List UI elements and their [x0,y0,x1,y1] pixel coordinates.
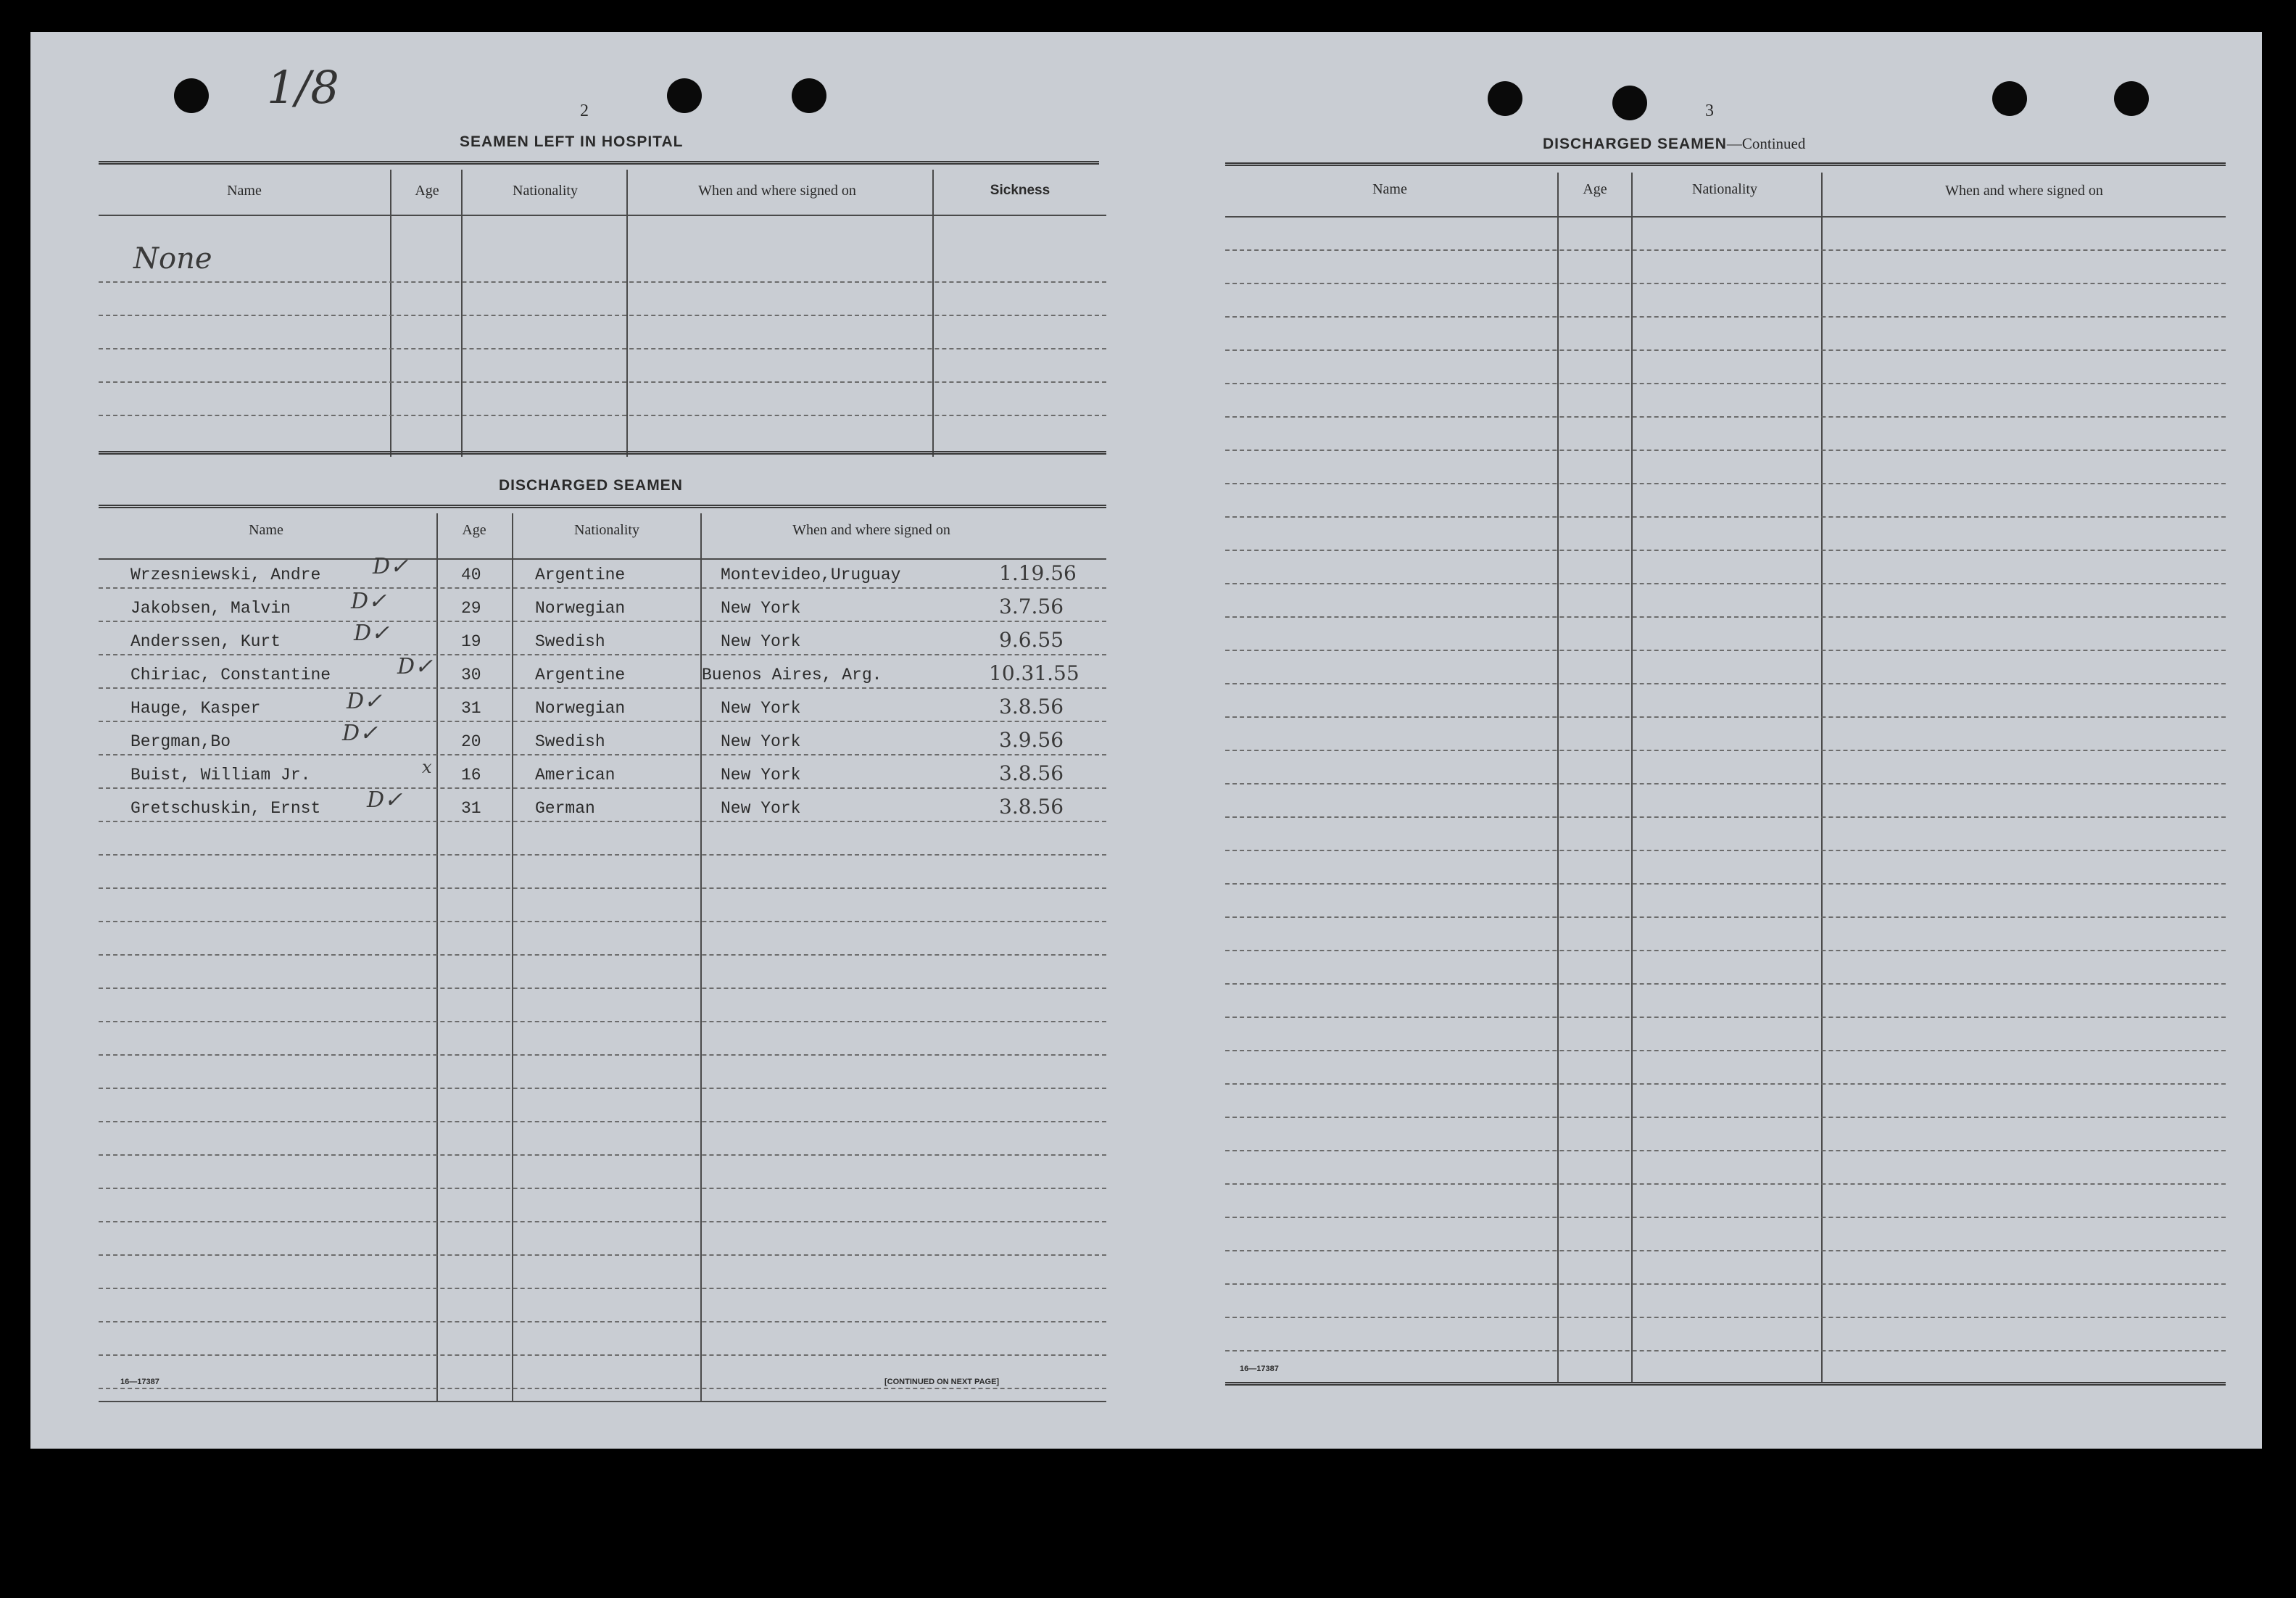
row-line [99,821,1106,822]
discharged-col-nationality: Nationality [574,522,639,538]
hospital-col-name: Name [227,183,262,199]
row-line [1225,783,2226,784]
discharged-col-divider [512,513,513,1402]
seaman-name: Anderssen, Kurt [130,632,281,651]
row-line [1225,1150,2226,1151]
seaman-age: 16 [461,766,481,784]
discharge-mark: D✓ [373,554,409,579]
page-number: 2 [580,102,589,120]
discharge-mark: D✓ [351,589,387,614]
discharged-section-title: DISCHARGED SEAMEN [499,477,683,494]
row-line [99,854,1106,856]
signed-on-place: New York [721,799,801,818]
hospital-row-line [99,348,1106,349]
punch-hole [2114,81,2149,116]
row-line [99,1021,1106,1022]
hospital-table-bottom-rule [99,451,1106,456]
row-line [1225,1117,2226,1118]
punch-hole [1992,81,2027,116]
hospital-col-divider [390,170,391,457]
signed-on-date: 9.6.55 [999,628,1064,652]
right-header-rule [1225,216,2226,218]
row-line [1225,1083,2226,1085]
row-line [1225,416,2226,418]
signed-on-place: New York [721,599,801,618]
discharged-col-divider [700,513,702,1402]
row-line [1225,883,2226,885]
seaman-name: Bergman,Bo [130,732,231,751]
row-line [1225,550,2226,551]
right-table-bottom-rule [1225,1382,2226,1387]
hospital-row-line [99,281,1106,283]
row-line [99,954,1106,956]
hospital-row-line [99,381,1106,383]
row-line [99,687,1106,689]
row-line [99,1288,1106,1289]
seaman-age: 19 [461,632,481,651]
right-col-signed-on: When and where signed on [1945,183,2103,199]
page-number: 3 [1705,102,1714,120]
right-col-nationality: Nationality [1692,181,1757,197]
seaman-age: 40 [461,566,481,584]
row-line [1225,1183,2226,1185]
form-number: 16—17387 [1240,1365,1279,1373]
seaman-name: Gretschuskin, Ernst [130,799,321,818]
hospital-section-title: SEAMEN LEFT IN HOSPITAL [460,133,684,150]
row-line [99,1154,1106,1156]
signed-on-date: 3.8.56 [999,695,1064,719]
row-line [99,654,1106,655]
seaman-nationality: German [535,799,595,818]
signed-on-date: 10.31.55 [989,661,1079,685]
seaman-nationality: Norwegian [535,599,626,618]
row-line [1225,816,2226,818]
discharged-col-signed-on: When and where signed on [792,522,950,538]
hospital-header-rule [99,215,1106,216]
seaman-nationality: Swedish [535,732,605,751]
row-line [1225,283,2226,284]
row-line [1225,650,2226,651]
hospital-row-line [99,415,1106,416]
discharge-mark: D✓ [342,721,378,746]
seaman-age: 20 [461,732,481,751]
hospital-col-sickness: Sickness [990,183,1050,198]
row-line [1225,850,2226,851]
seaman-age: 31 [461,799,481,818]
discharged-continued-title [1543,135,1805,153]
row-line [1225,1050,2226,1051]
row-line [1225,950,2226,951]
signed-on-place: Buenos Aires, Arg. [702,666,882,684]
hospital-col-divider [461,170,463,457]
discharge-mark: D✓ [347,689,383,714]
row-line [1225,1217,2226,1218]
seaman-name: Wrzesniewski, Andre [130,566,321,584]
signed-on-date: 3.9.56 [999,728,1064,752]
discharged-header-rule [99,558,1106,560]
seaman-name: Jakobsen, Malvin [130,599,291,618]
seaman-age: 30 [461,666,481,684]
seaman-nationality: Norwegian [535,699,626,718]
right-table-top-rule [1225,162,2226,167]
row-line [99,1321,1106,1322]
row-line [99,887,1106,889]
row-line [1225,1017,2226,1018]
hospital-col-divider [626,170,628,457]
row-line [99,1088,1106,1089]
hospital-col-nationality: Nationality [513,183,578,199]
row-line [1225,249,2226,251]
seaman-age: 29 [461,599,481,618]
hospital-table-top-rule [99,161,1099,166]
row-line [1225,316,2226,318]
row-line [99,587,1106,589]
row-line [99,1188,1106,1189]
row-line [1225,983,2226,985]
signed-on-place: New York [721,732,801,751]
row-line [99,621,1106,622]
discharged-col-age: Age [462,522,486,538]
row-line [1225,683,2226,684]
seaman-name: Chiriac, Constantine [130,666,331,684]
signed-on-place: New York [721,699,801,718]
row-line [1225,349,2226,351]
signed-on-date: 1.19.56 [999,561,1077,585]
hospital-col-divider [932,170,934,457]
seaman-name: Hauge, Kasper [130,699,261,718]
punch-hole [1612,86,1647,120]
right-col-divider [1631,173,1633,1382]
row-line [1225,383,2226,384]
discharged-col-divider [436,513,438,1402]
continued-note: [CONTINUED ON NEXT PAGE] [884,1378,1000,1386]
right-col-age: Age [1583,181,1607,197]
row-line [1225,583,2226,584]
punch-hole [792,78,826,113]
continued-suffix: —Continued [1726,135,1806,152]
discharged-col-name: Name [249,522,283,538]
row-line [99,721,1106,722]
row-line [99,1121,1106,1122]
row-line [1225,450,2226,451]
discharge-mark: x [422,757,432,777]
signed-on-place: New York [721,632,801,651]
right-col-divider [1557,173,1559,1382]
discharge-mark: D✓ [354,621,390,646]
signed-on-place: Montevideo,Uruguay [721,566,901,584]
seaman-nationality: Argentine [535,666,626,684]
signed-on-place: New York [721,766,801,784]
row-line [1225,716,2226,718]
discharged-table-top-rule [99,505,1106,510]
signed-on-date: 3.8.56 [999,795,1064,819]
row-line [1225,750,2226,751]
punch-hole [174,78,209,113]
handwritten-corner-mark: 1/8 [267,61,339,114]
row-line [1225,1350,2226,1351]
seaman-nationality: Argentine [535,566,626,584]
row-line [99,754,1106,755]
row-line [99,1221,1106,1222]
seaman-nationality: American [535,766,616,784]
row-line [1225,616,2226,618]
hospital-row-line [99,315,1106,316]
row-line [99,921,1106,922]
signed-on-date: 3.7.56 [999,595,1064,618]
hospital-col-signed-on: When and where signed on [698,183,856,199]
row-line [99,1354,1106,1356]
discharged-continued-title-text: DISCHARGED SEAMEN [1543,136,1727,152]
hospital-col-age: Age [415,183,439,199]
seaman-age: 31 [461,699,481,718]
row-line [1225,483,2226,484]
row-line [1225,516,2226,518]
row-line [1225,1250,2226,1251]
row-line [99,1254,1106,1256]
discharge-mark: D✓ [397,654,434,679]
discharge-mark: D✓ [367,787,403,813]
row-line [99,988,1106,989]
row-line [1225,1317,2226,1318]
seaman-name: Buist, William Jr. [130,766,311,784]
signed-on-date: 3.8.56 [999,761,1064,785]
row-line [1225,1283,2226,1285]
hospital-none-entry: None [133,242,212,276]
right-col-name: Name [1372,181,1407,197]
seaman-nationality: Swedish [535,632,605,651]
row-line [99,1054,1106,1056]
punch-hole [1488,81,1522,116]
row-line [99,787,1106,789]
manifest-sheet [30,32,2262,1449]
punch-hole [667,78,702,113]
right-col-divider [1821,173,1823,1382]
row-line [1225,916,2226,918]
form-number: 16—17387 [120,1378,159,1386]
row-line [99,1388,1106,1389]
discharged-table-bottom-rule [99,1401,1106,1402]
